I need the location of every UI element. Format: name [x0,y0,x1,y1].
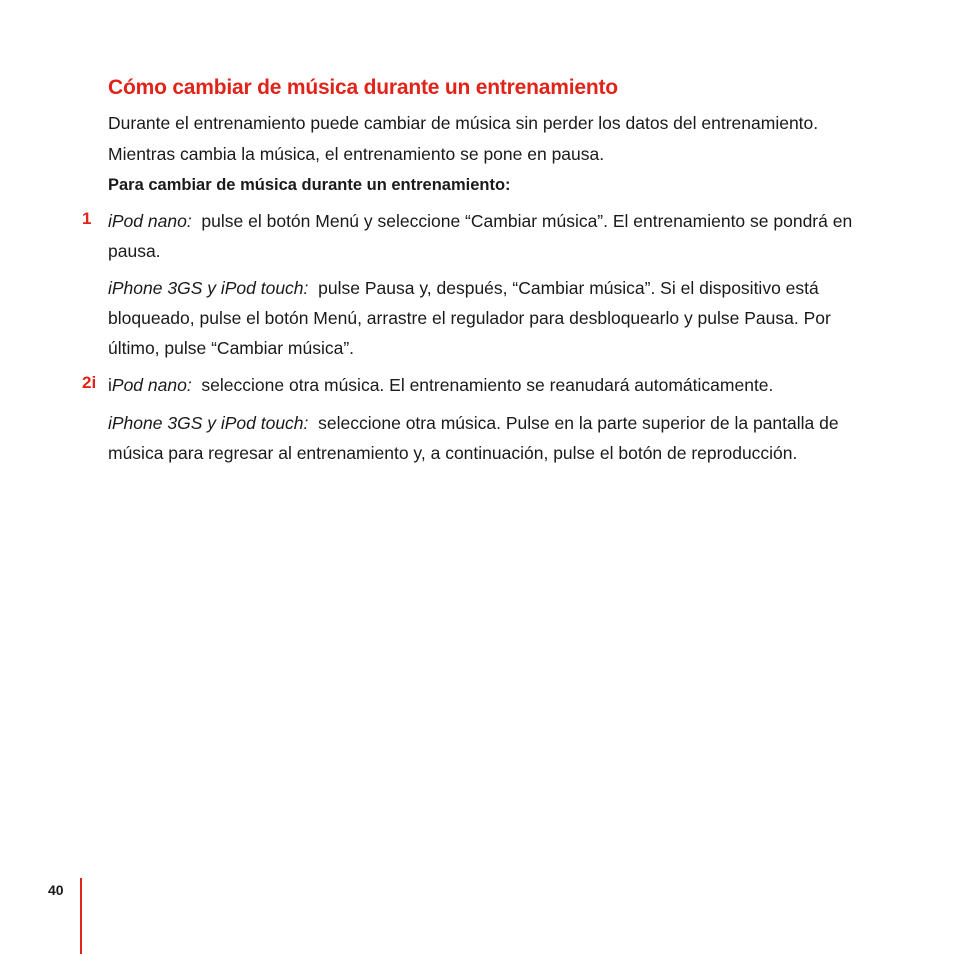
step-paragraph: iPod nano: seleccione otra música. El entrenamiento se reanudará automáticamente. [108,375,774,395]
step-paragraph [108,206,878,266]
page-number: 40 [48,882,64,898]
step-number: 1 [82,209,92,228]
step-paragraph [108,273,878,363]
device-label: iPhone 3GS y iPod touch: [108,278,309,298]
step-text: pulse Pausa y, después, “Cambiar música”. Si el dispositivo está bloqueado, pulse el botón Menú, arrastre el regulador para desbloquearlo y pulse Pausa. Por último, pulse “Cambiar música”. [108,278,831,358]
device-label: iPod nano: [108,211,192,231]
device-label: Pod nano: [111,375,192,395]
footer-divider [80,878,82,954]
section-heading: Cómo cambiar de música durante un entrenamiento [108,76,618,99]
step-text: seleccione otra música. Pulse en la parte superior de la pantalla de música para regresar al entrenamiento y, a continuación, pulse el botón de reproducción. [108,413,839,463]
step-paragraph [108,408,878,468]
step-number: 2i [82,373,97,392]
device-label: iPhone 3GS y iPod touch: [108,413,309,433]
step-text: pulse el botón Menú y seleccione “Cambiar música”. El entrenamiento se pondrá en pausa. [108,211,853,261]
intro-paragraph: Durante el entrenamiento puede cambiar de música sin perder los datos del entrenamiento. Mientras cambia la música, el entrenamiento se pone en pausa. [108,113,819,164]
procedure-heading: Para cambiar de música durante un entrenamiento: [108,176,511,194]
step-text: seleccione otra música. El entrenamiento se reanudará automáticamente. [201,375,774,395]
